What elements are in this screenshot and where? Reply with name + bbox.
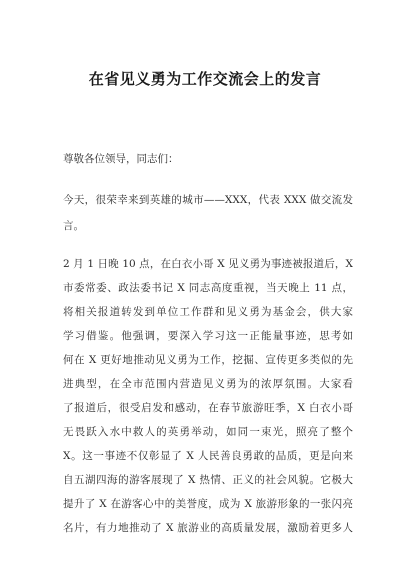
salutation: 尊敬各位领导，同志们： bbox=[63, 153, 179, 165]
body-line: 2 月 1 日晚 10 点，在白衣小哥 X 见义勇为事迹被报道后，X bbox=[63, 258, 353, 270]
body-line: 进典型，在全市范围内营造见义勇为的浓厚氛围。大家看 bbox=[63, 378, 353, 390]
body-line: 了报道后，很受启发和感动，在春节旅游旺季，X 白衣小哥 bbox=[63, 402, 353, 414]
body-line: 将相关报道转发到单位工作群和见义勇为基金会，供大家 bbox=[63, 306, 353, 318]
document-title: 在省见义勇为工作交流会上的发言 bbox=[88, 70, 322, 88]
intro-line: 今天，很荣幸来到英雄的城市——XXX，代表 XXX 做交流发 bbox=[63, 194, 353, 206]
body-line: 自五湖四海的游客展现了 X 热情、正义的社会风貌。它极大 bbox=[63, 474, 353, 486]
intro-line: 言。 bbox=[63, 220, 84, 232]
body-line: 名片，有力地推动了 X 旅游业的高质量发展，激励着更多人 bbox=[63, 522, 353, 534]
body-line: 学习借鉴。他强调，要深入学习这一正能量事迹，思考如 bbox=[63, 330, 353, 342]
body-line: X。这一事迹不仅彰显了 X 人民善良勇敢的品质，更是向来 bbox=[63, 450, 353, 462]
body-line: 无畏跃入水中救人的英勇举动，如同一束光，照亮了整个 bbox=[63, 426, 353, 438]
body-line: 市委常委、政法委书记 X 同志高度重视，当天晚上 11 点， bbox=[63, 282, 353, 294]
body-line: 何在 X 更好地推动见义勇为工作，挖掘、宣传更多类似的先 bbox=[63, 354, 353, 366]
body-line: 提升了 X 在游客心中的美誉度，成为 X 旅游形象的一张闪亮 bbox=[63, 498, 353, 510]
